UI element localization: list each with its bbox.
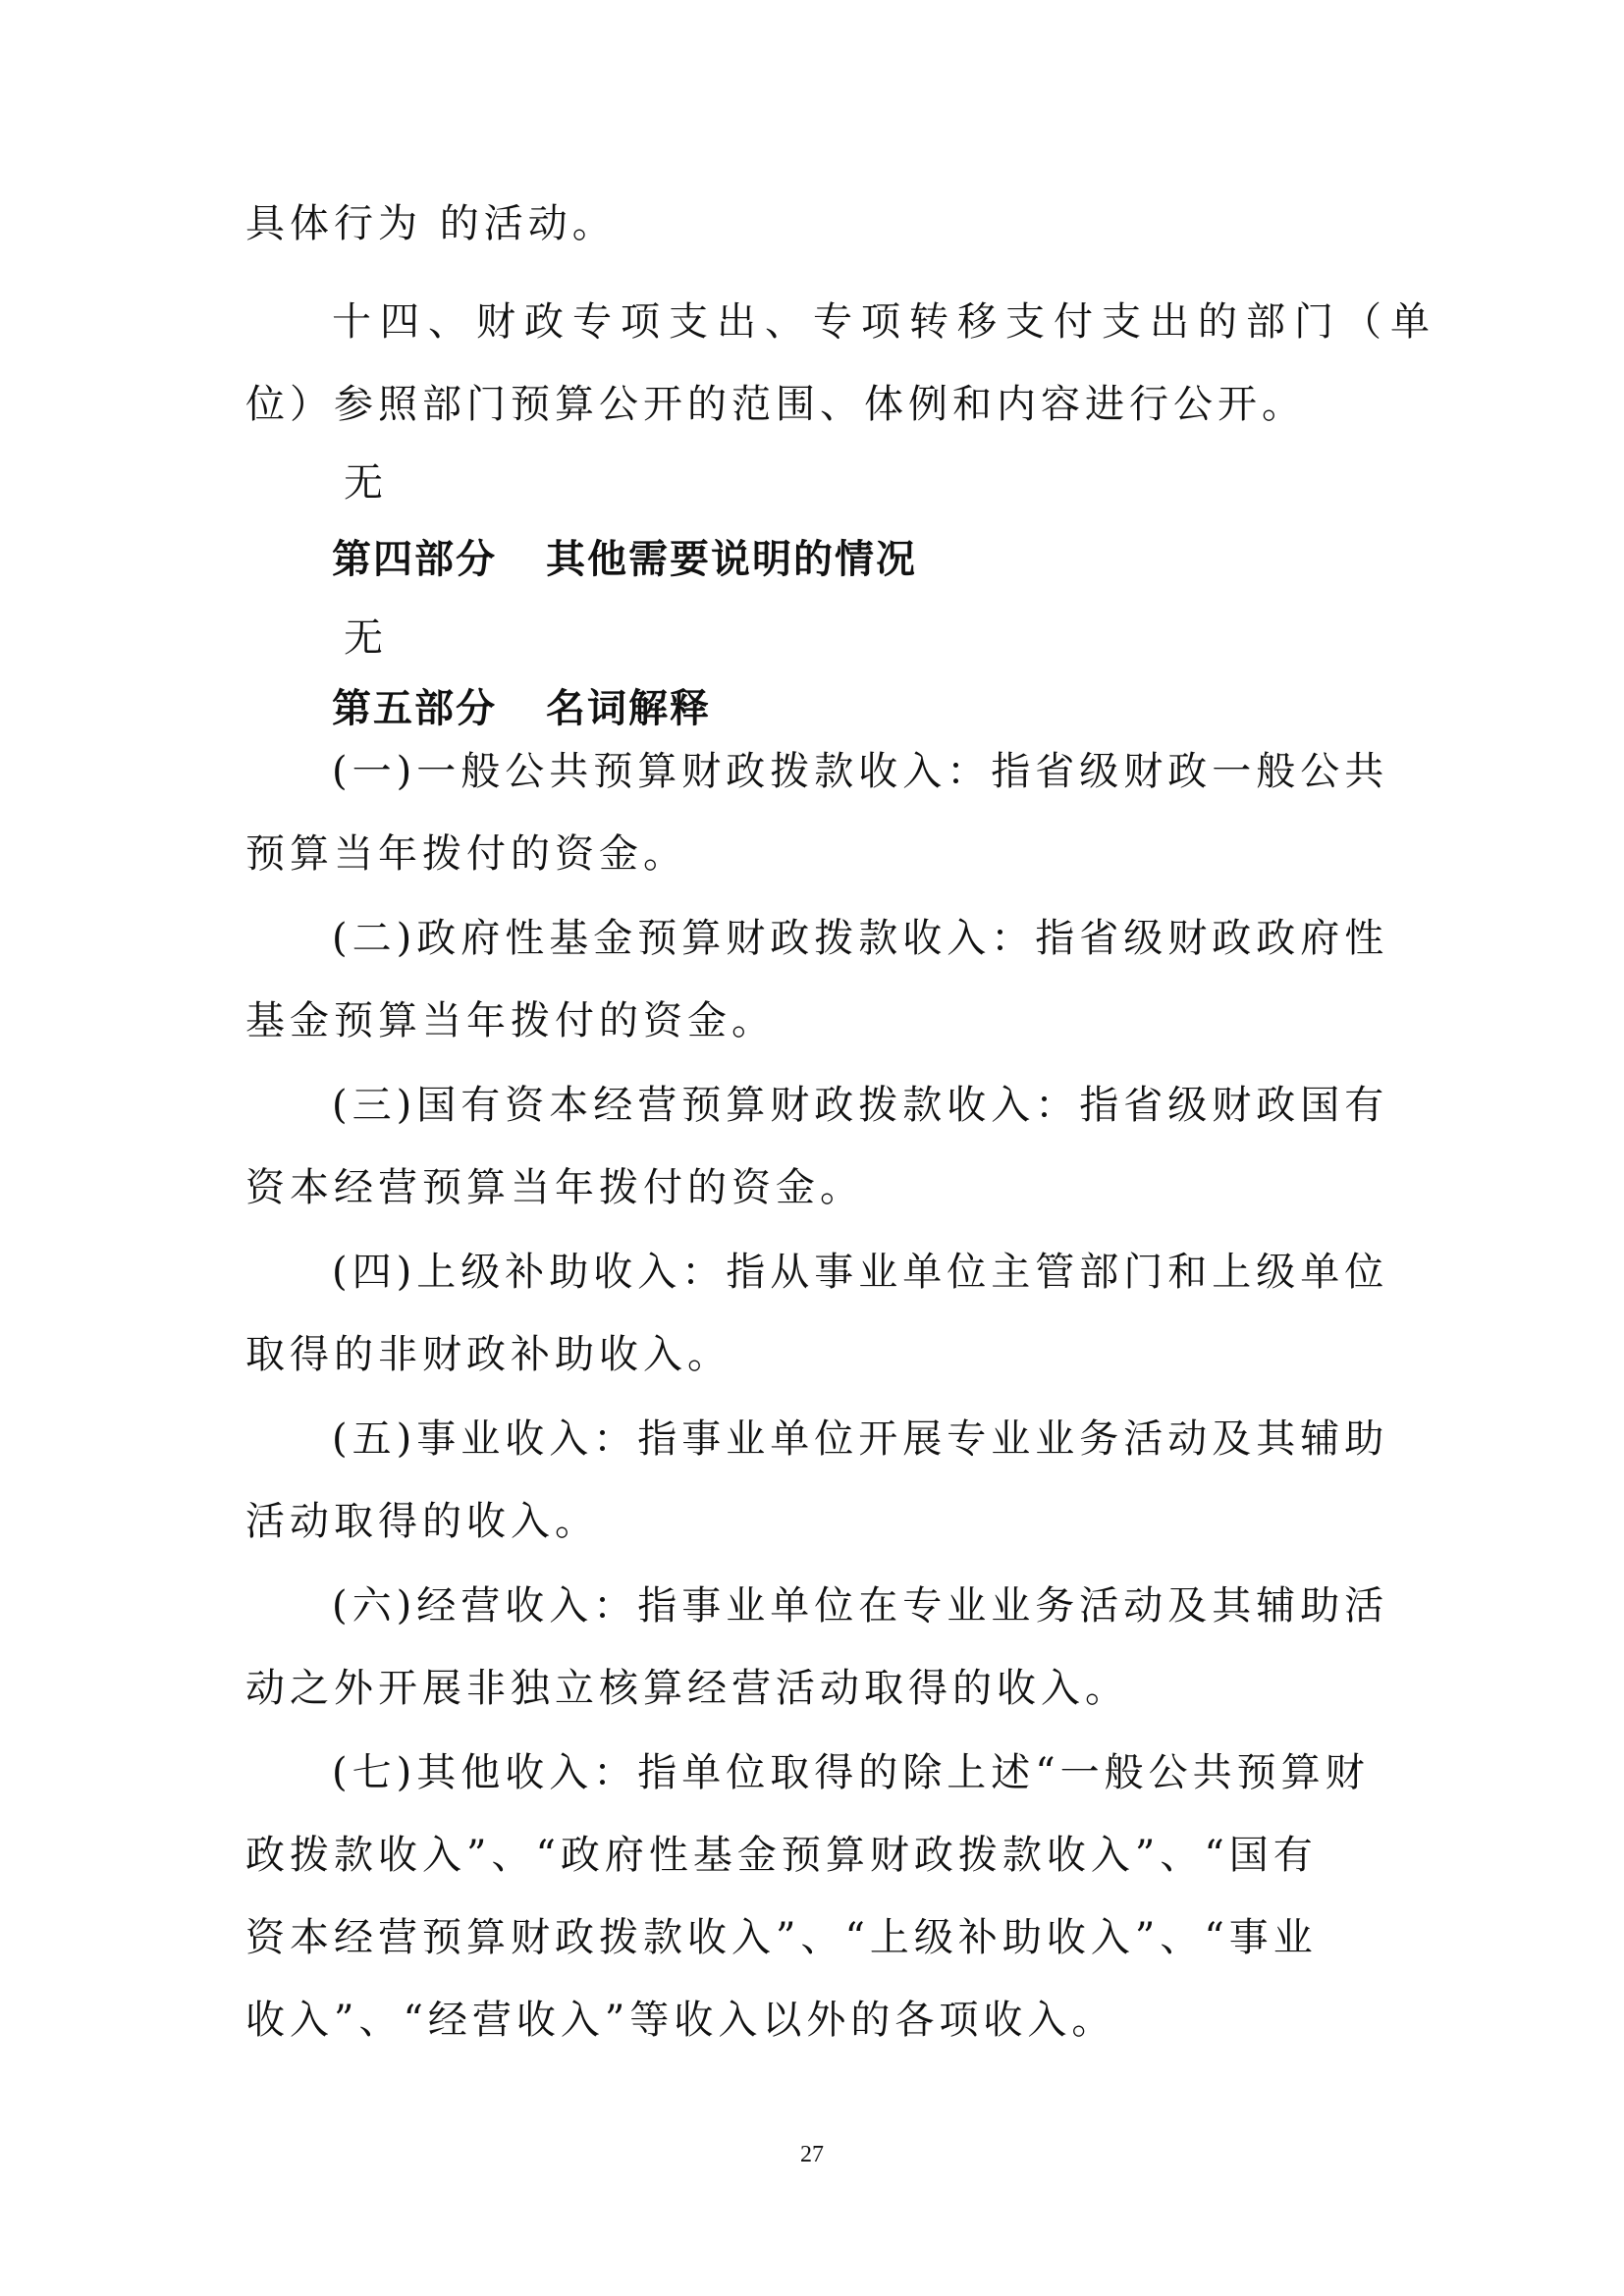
paragraph-line: (六)经营收入：指事业单位在专业业务活动及其辅助活 xyxy=(332,1583,1389,1629)
section-heading-part4 xyxy=(332,532,917,587)
paragraph-line: 基金预算当年拨付的资金。 xyxy=(245,998,776,1043)
paragraph-line: 活动取得的收入。 xyxy=(245,1499,599,1544)
paragraph-line: 资本经营预算当年拨付的资金。 xyxy=(245,1165,864,1210)
paragraph-line: 具体行为 的活动。 xyxy=(245,201,617,246)
heading-number: 第五部分 xyxy=(332,686,497,731)
paragraph-line: (四)上级补助收入：指从事业单位主管部门和上级单位 xyxy=(332,1250,1389,1295)
paragraph-line: 十四、财政专项支出、专项转移支付支出的部门（单 xyxy=(332,299,1438,345)
paragraph-line: 预算当年拨付的资金。 xyxy=(245,831,687,877)
paragraph-line: 取得的非财政补助收入。 xyxy=(245,1332,731,1377)
paragraph-line: (二)政府性基金预算财政拨款收入：指省级财政政府性 xyxy=(332,916,1389,961)
paragraph-line: (七)其他收入：指单位取得的除上述“一般公共预算财 xyxy=(332,1750,1370,1795)
paragraph-line: (一)一般公共预算财政拨款收入：指省级财政一般公共 xyxy=(332,749,1389,794)
heading-title: 其他需要说明的情况 xyxy=(546,537,917,582)
paragraph-line: 政拨款收入”、“政府性基金预算财政拨款收入”、“国有 xyxy=(245,1833,1318,1878)
section-heading-part5 xyxy=(332,681,711,736)
heading-number: 第四部分 xyxy=(332,537,497,582)
paragraph-line: 收入”、“经营收入”等收入以外的各项收入。 xyxy=(245,1998,1116,2043)
heading-title: 名词解释 xyxy=(546,686,711,731)
none-text: 无 xyxy=(344,460,388,506)
paragraph-line: (三)国有资本经营预算财政拨款收入：指省级财政国有 xyxy=(332,1083,1389,1128)
none-text: 无 xyxy=(344,615,388,661)
paragraph-line: 位）参照部门预算公开的范围、体例和内容进行公开。 xyxy=(245,382,1306,427)
paragraph-line: 资本经营预算财政拨款收入”、“上级补助收入”、“事业 xyxy=(245,1915,1318,1960)
page-number: 27 xyxy=(800,2142,824,2167)
paragraph-line: (五)事业收入：指事业单位开展专业业务活动及其辅助 xyxy=(332,1416,1389,1462)
paragraph-line: 动之外开展非独立核算经营活动取得的收入。 xyxy=(245,1666,1129,1711)
